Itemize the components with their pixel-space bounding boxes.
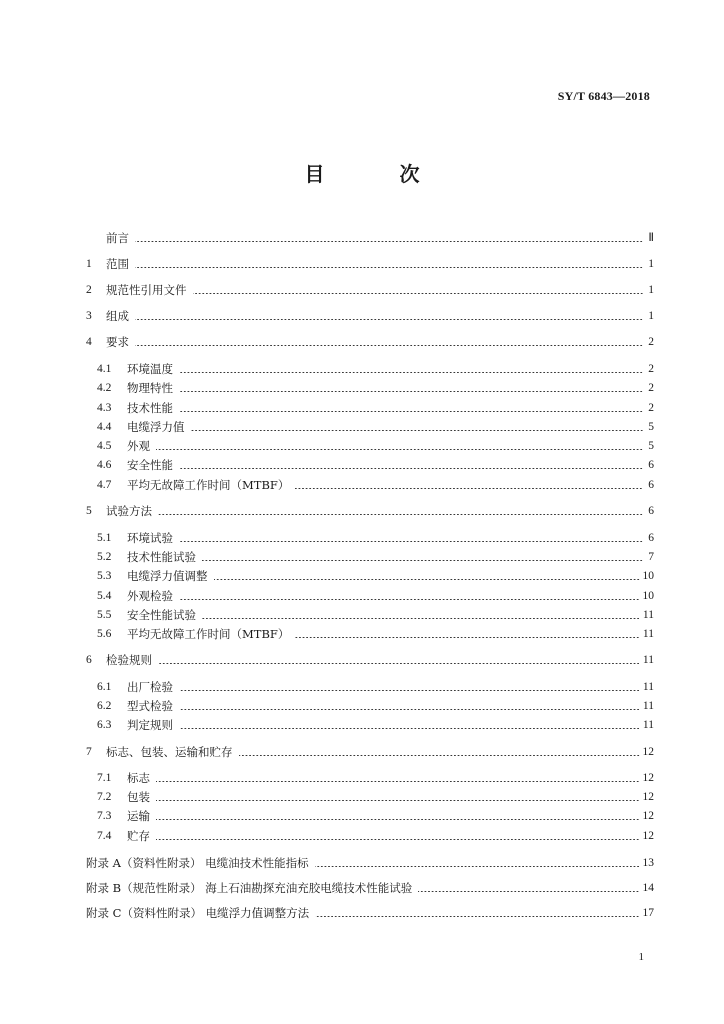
dot-leader [202, 560, 643, 561]
toc-entry-page: 12 [642, 746, 654, 758]
toc-entry-page: 10 [642, 570, 654, 582]
dot-leader [179, 709, 640, 710]
toc-entry-page: 11 [642, 609, 654, 621]
toc-entry[interactable] [97, 789, 654, 805]
dot-leader [135, 345, 643, 346]
toc-entry-title: 判定规则 [127, 718, 173, 732]
toc-entry-page: 11 [642, 654, 654, 666]
toc-entry-title: 技术性能 [127, 401, 173, 415]
toc-entry-title: 包装 [127, 790, 150, 804]
toc-entry[interactable] [97, 588, 654, 604]
toc-entry-page: 6 [648, 505, 654, 517]
toc-entry-title: 型式检验 [127, 699, 173, 713]
toc-entry-page: 6 [648, 479, 654, 491]
toc-entry[interactable] [97, 438, 654, 454]
toc-entry-page: 1 [648, 310, 654, 322]
toc-entry-page: Ⅱ [648, 232, 654, 244]
toc-entry-number: 4.2 [97, 382, 112, 394]
toc-entry[interactable] [86, 652, 654, 668]
toc-entry-title: 环境试验 [127, 531, 173, 545]
toc-entry-title: 环境温度 [127, 362, 173, 376]
toc-entry-number: 5 [86, 505, 92, 517]
toc-entry[interactable] [97, 568, 654, 584]
dot-leader [202, 618, 640, 619]
toc-entry-number: 3 [86, 310, 92, 322]
toc-entry-number: 6 [86, 654, 92, 666]
toc-entry-page: 12 [642, 772, 654, 784]
toc-entry-title: 运输 [127, 809, 150, 823]
dot-leader [158, 514, 643, 515]
toc-entry-page: 17 [642, 907, 654, 919]
toc-entry-title: 平均无故障工作时间（MTBF） [127, 478, 290, 492]
toc-entry-title: 电缆浮力值调整 [127, 569, 208, 583]
toc-entry-page: 11 [642, 719, 654, 731]
toc-entry-page: 2 [648, 402, 654, 414]
dot-leader [156, 449, 643, 450]
toc-entry[interactable] [86, 855, 654, 871]
dot-leader [135, 319, 643, 320]
dot-leader [295, 488, 643, 489]
toc-entry[interactable] [97, 679, 654, 695]
toc-entry-number: 4.1 [97, 363, 112, 375]
dot-leader [179, 690, 640, 691]
toc-entry-number: 5.3 [97, 570, 112, 582]
toc-entry[interactable] [97, 530, 654, 546]
toc-entry-number: 5.4 [97, 590, 112, 602]
toc-entry[interactable] [97, 477, 654, 493]
toc-entry-number: 7 [86, 746, 92, 758]
dot-leader [158, 663, 640, 664]
toc-entry-title: 出厂检验 [127, 680, 173, 694]
toc-entry-page: 13 [642, 857, 654, 869]
toc-entry[interactable] [97, 400, 654, 416]
dot-leader [156, 819, 640, 820]
toc-entry[interactable] [86, 880, 654, 896]
toc-entry-number: 4.3 [97, 402, 112, 414]
toc-entry-number: 6.2 [97, 700, 112, 712]
toc-entry[interactable] [86, 308, 654, 324]
toc-entry[interactable] [86, 334, 654, 350]
toc-entry-title: 平均无故障工作时间（MTBF） [127, 627, 290, 641]
toc-entry-number: 5.5 [97, 609, 112, 621]
toc-entry-title: 物理特性 [127, 381, 173, 395]
toc-entry-page: 2 [648, 382, 654, 394]
dot-leader [179, 599, 640, 600]
toc-entry[interactable] [97, 607, 654, 623]
dot-leader [156, 781, 640, 782]
toc-entry-title: 电缆浮力值 [127, 420, 185, 434]
toc-entry-page: 2 [648, 336, 654, 348]
toc-entry-page: 5 [648, 421, 654, 433]
dot-leader [295, 637, 640, 638]
dot-leader [179, 391, 643, 392]
toc-entry[interactable] [97, 457, 654, 473]
toc-entry-page: 1 [648, 258, 654, 270]
toc-entry-page: 11 [642, 681, 654, 693]
toc-entry-page: 10 [642, 590, 654, 602]
toc-entry-title: 附录 A（资料性附录） 电缆油技术性能指标 [86, 856, 309, 870]
toc-entry-number: 5.2 [97, 551, 112, 563]
toc-entry-title: 技术性能试验 [127, 550, 196, 564]
toc-entry-title: 附录 C（资料性附录） 电缆浮力值调整方法 [86, 906, 310, 920]
toc-entry[interactable] [97, 380, 654, 396]
dot-leader [315, 916, 639, 917]
toc-entry-number: 4.6 [97, 459, 112, 471]
toc-entry-page: 11 [642, 700, 654, 712]
toc-entry[interactable] [86, 256, 654, 272]
toc-entry-page: 12 [642, 810, 654, 822]
toc-entry[interactable] [97, 549, 654, 565]
toc-entry[interactable] [86, 282, 654, 298]
toc-entry[interactable] [86, 744, 654, 760]
toc-entry-number: 4 [86, 336, 92, 348]
toc-entry-title: 外观 [127, 439, 150, 453]
toc-entry-page: 7 [648, 551, 654, 563]
dot-leader [315, 866, 640, 867]
dot-leader [156, 839, 640, 840]
toc-entry-page: 5 [648, 440, 654, 452]
toc-entry-title: 标志、包装、运输和贮存 [106, 745, 233, 759]
toc-entry-title: 贮存 [127, 829, 150, 843]
dot-leader [179, 468, 643, 469]
toc-entry-page: 12 [642, 791, 654, 803]
toc-entry-title: 检验规则 [106, 653, 152, 667]
toc-entry-page: 14 [642, 882, 654, 894]
toc-entry-number: 7.1 [97, 772, 112, 784]
toc-entry-number: 4.7 [97, 479, 112, 491]
dot-leader [418, 891, 639, 892]
dot-leader [156, 800, 640, 801]
standard-code: SY/T 6843—2018 [557, 89, 650, 103]
dot-leader [193, 293, 644, 294]
toc-entry-number: 5.1 [97, 532, 112, 544]
toc-entry-number: 6.1 [97, 681, 112, 693]
toc-entry[interactable] [97, 828, 654, 844]
toc-entry-number: 6.3 [97, 719, 112, 731]
dot-leader [214, 579, 640, 580]
toc-entry-title: 附录 B（规范性附录） 海上石油勘探充油充胶电缆技术性能试验 [86, 881, 413, 895]
dot-leader [179, 541, 643, 542]
toc-entry[interactable] [86, 230, 654, 246]
toc-entry[interactable] [97, 717, 654, 733]
toc-entry-title: 范围 [106, 257, 129, 271]
toc-entry[interactable] [86, 905, 654, 921]
toc-entry-title: 试验方法 [106, 504, 152, 518]
toc-entry-number: 7.2 [97, 791, 112, 803]
toc-entry-title: 安全性能 [127, 458, 173, 472]
dot-leader [239, 755, 640, 756]
toc-entry[interactable] [86, 503, 654, 519]
toc-entry[interactable] [97, 770, 654, 786]
toc-entry-page: 1 [648, 284, 654, 296]
page-number: 1 [638, 951, 644, 963]
toc-entry-page: 6 [648, 459, 654, 471]
toc-entry-number: 2 [86, 284, 92, 296]
toc-entry-number: 5.6 [97, 628, 112, 640]
dot-leader [191, 430, 644, 431]
dot-leader [135, 241, 643, 242]
page-title: 目 次 [304, 162, 454, 186]
toc-entry[interactable] [97, 808, 654, 824]
toc-entry-title: 安全性能试验 [127, 608, 196, 622]
toc-entry-number: 1 [86, 258, 92, 270]
toc-entry-page: 12 [642, 830, 654, 842]
dot-leader [179, 728, 640, 729]
toc-entry-number: 4.4 [97, 421, 112, 433]
toc-entry-title: 标志 [127, 771, 150, 785]
toc-entry-title: 前言 [106, 231, 129, 245]
toc-entry[interactable] [97, 626, 654, 642]
toc-entry-title: 要求 [106, 335, 129, 349]
toc-entry-title: 组成 [106, 309, 129, 323]
toc-entry-number: 7.3 [97, 810, 112, 822]
toc-entry[interactable] [97, 361, 654, 377]
toc-entry-page: 6 [648, 532, 654, 544]
toc-entry-page: 11 [642, 628, 654, 640]
toc-entry-number: 4.5 [97, 440, 112, 452]
toc-entry-page: 2 [648, 363, 654, 375]
toc-entry-title: 规范性引用文件 [106, 283, 187, 297]
toc-entry[interactable] [97, 698, 654, 714]
toc-entry-title: 外观检验 [127, 589, 173, 603]
dot-leader [179, 411, 643, 412]
toc-entry[interactable] [97, 419, 654, 435]
dot-leader [179, 372, 643, 373]
dot-leader [135, 267, 643, 268]
toc-entry-number: 7.4 [97, 830, 112, 842]
